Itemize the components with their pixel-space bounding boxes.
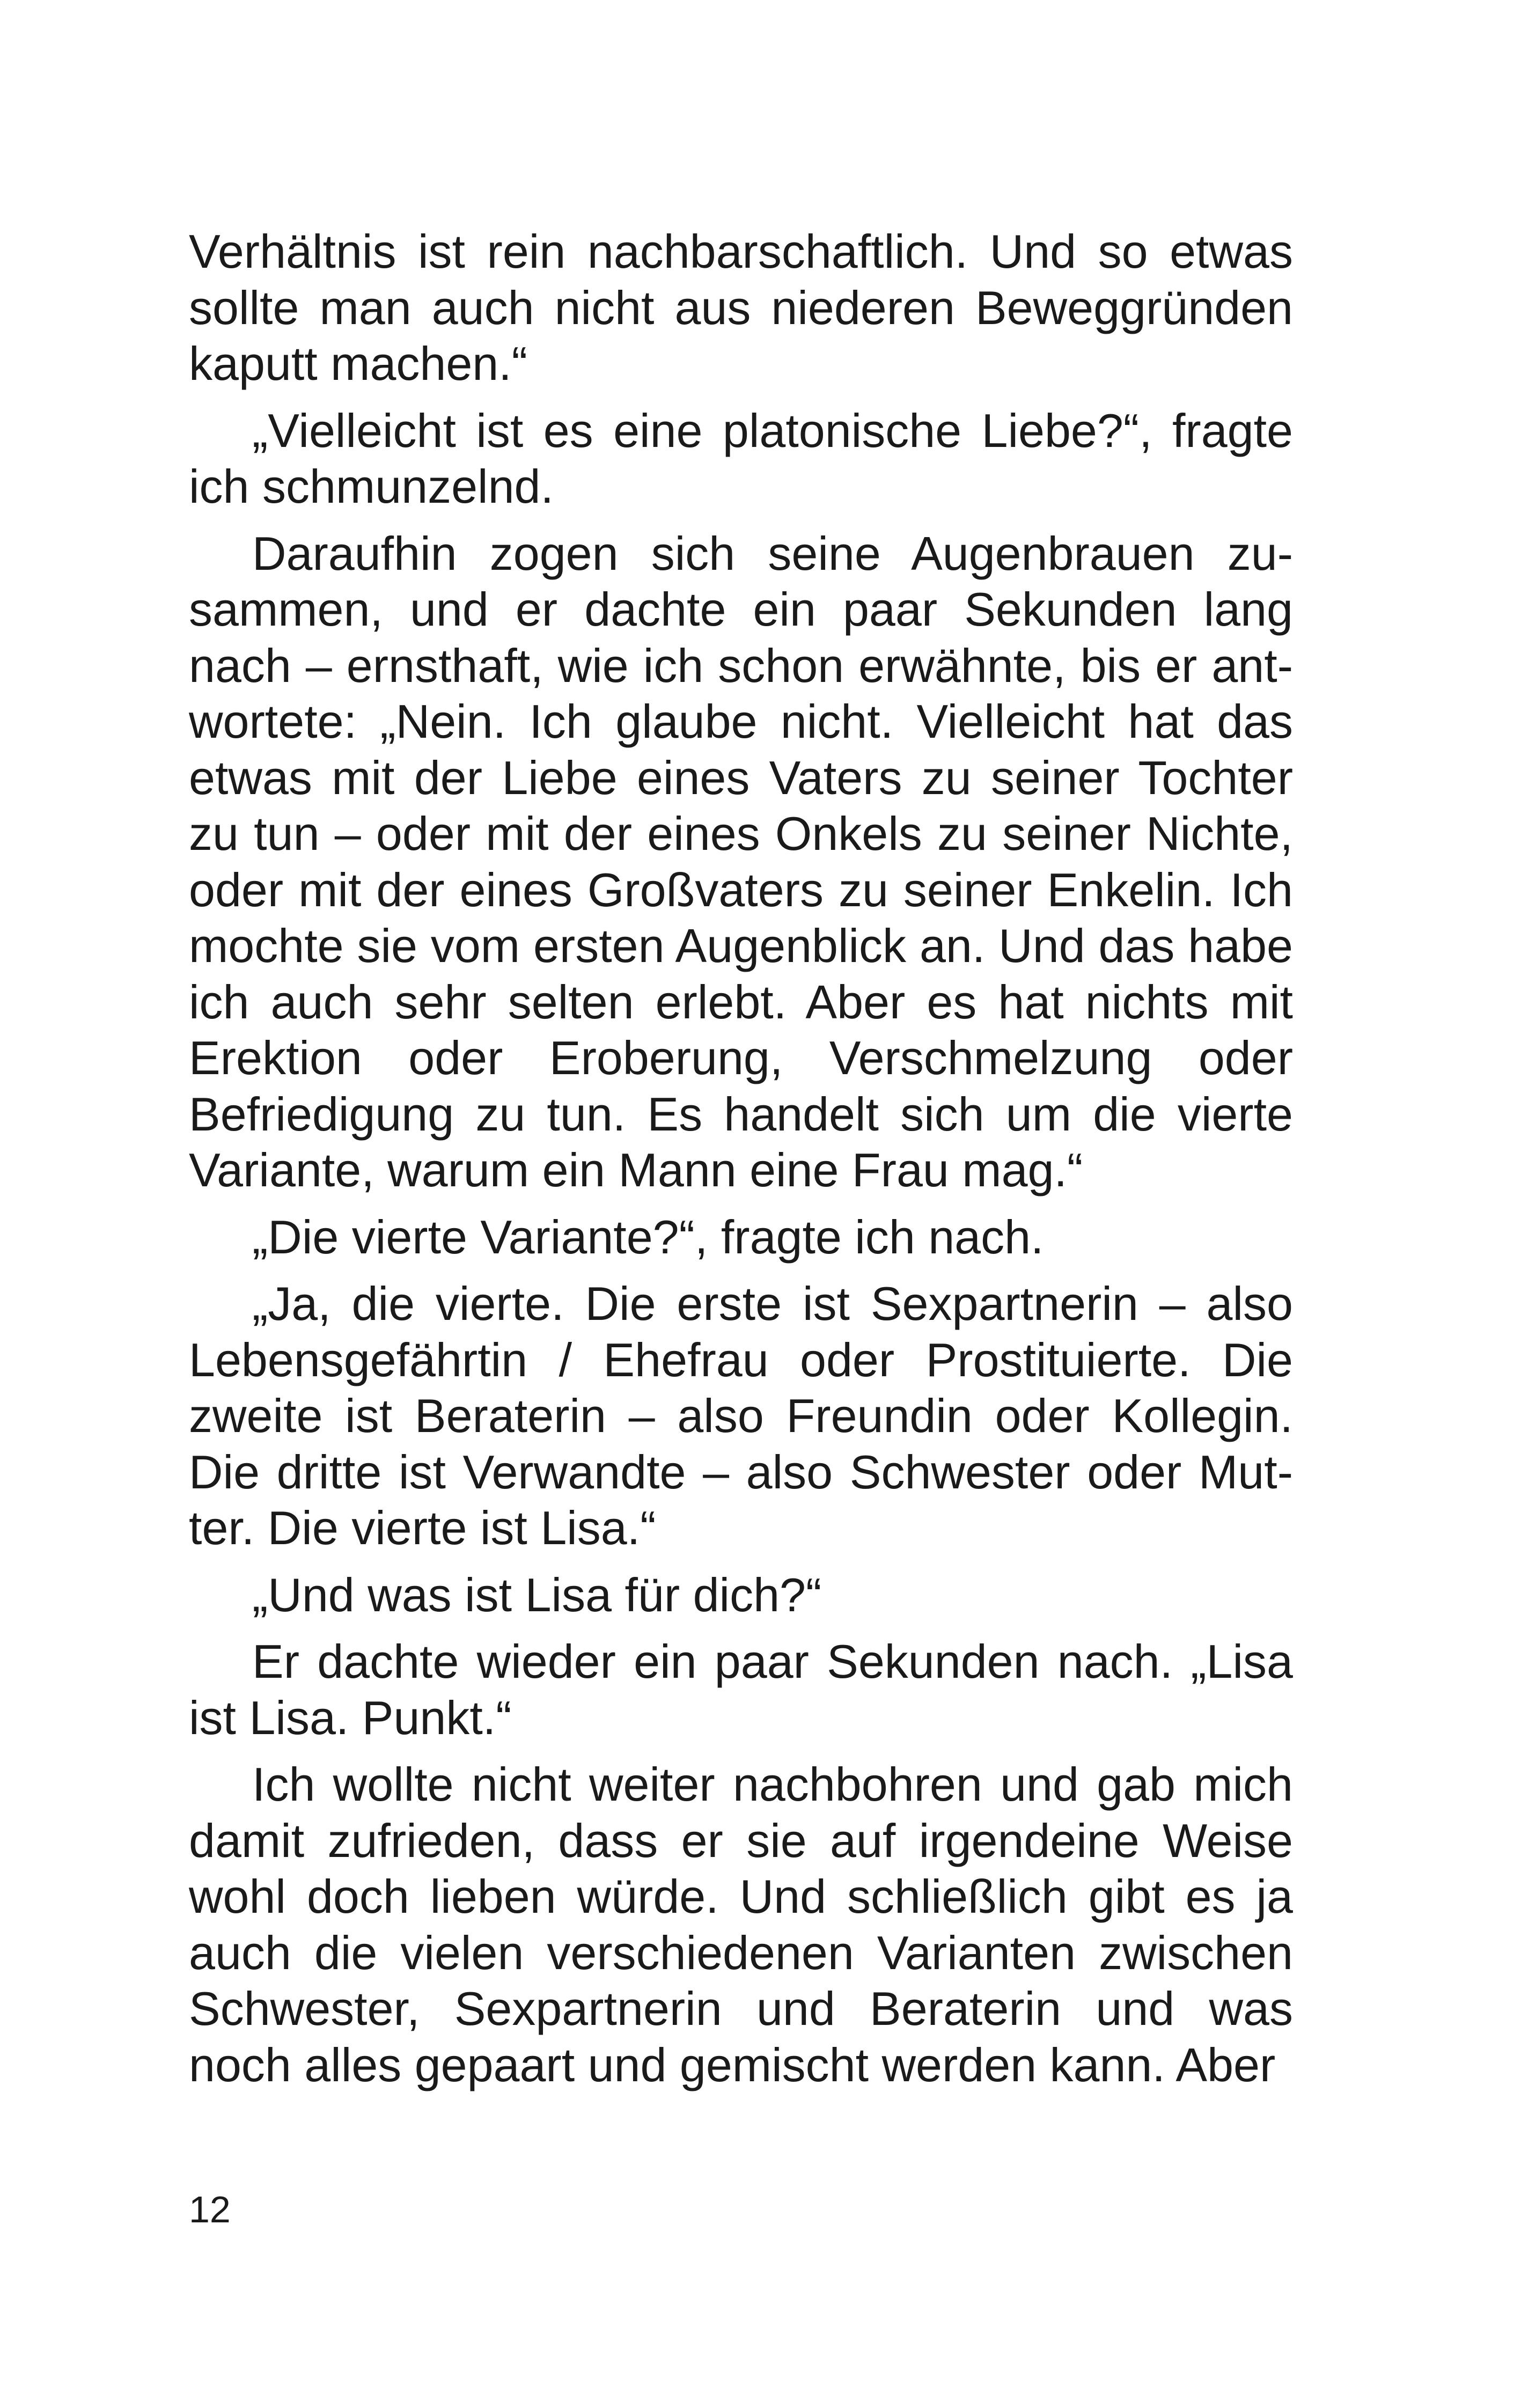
paragraph-7: Er dachte wieder ein paar Sekunden nach. „Lisa ist Lisa. Punkt.“ <box>189 1635 1293 1744</box>
paragraph-2: „Vielleicht ist es eine platonische Liebe?“, fragte ich schmunzelnd. <box>189 403 1293 513</box>
paragraph-3: Daraufhin zogen sich seine Augenbrauen zusammen, und er dachte ein paar Sekunden lang nach – ernsthaft, wie ich schon erwähnte, bis er antwortete: „Nein. Ich glaube nicht. Vielleicht hat das etwas mit der Liebe eines Vaters zu seiner Tochter zu tun – oder mit der eines Onkels zu seiner Nichte, oder mit der eines Großvaters zu seiner Enkelin. Ich mochte sie vom ersten Augenblick an. Und das habe ich auch sehr selten erlebt. Aber es hat nichts mit Erektion oder Eroberung, Verschmelzung oder Befriedigung zu tun. Es handelt sich um die vierte Variante, warum ein Mann eine Frau mag.“ <box>189 526 1293 1196</box>
paragraph-1: Verhältnis ist rein nachbarschaftlich. Und so etwas sollte man auch nicht aus niederen Beweggründen kaputt machen.“ <box>189 225 1293 390</box>
paragraph-5: „Ja, die vierte. Die erste ist Sexpartnerin – also Lebensgefährtin / Ehefrau oder Prostituierte. Die zweite ist Beraterin – also Freundin oder Kollegin. Die dritte ist Verwandte – also Schwester oder Mutter. Die vierte ist Lisa.“ <box>189 1277 1293 1554</box>
body-text <box>189 224 1293 2104</box>
paragraph-4: „Die vierte Variante?“, fragte ich nach. <box>252 1210 1044 1264</box>
paragraph-8: Ich wollte nicht weiter nachbohren und gab mich damit zufrieden, dass er sie auf irgendeine Weise wohl doch lieben würde. Und schließlich gibt es ja auch die vielen verschiedenen Varianten zwischen Schwester, Sexpartnerin und Beraterin und was noch alles gepaart und gemischt werden kann. Aber <box>189 1758 1293 2091</box>
page-number: 12 <box>189 2189 231 2230</box>
paragraph-6: „Und was ist Lisa für dich?“ <box>252 1568 822 1621</box>
